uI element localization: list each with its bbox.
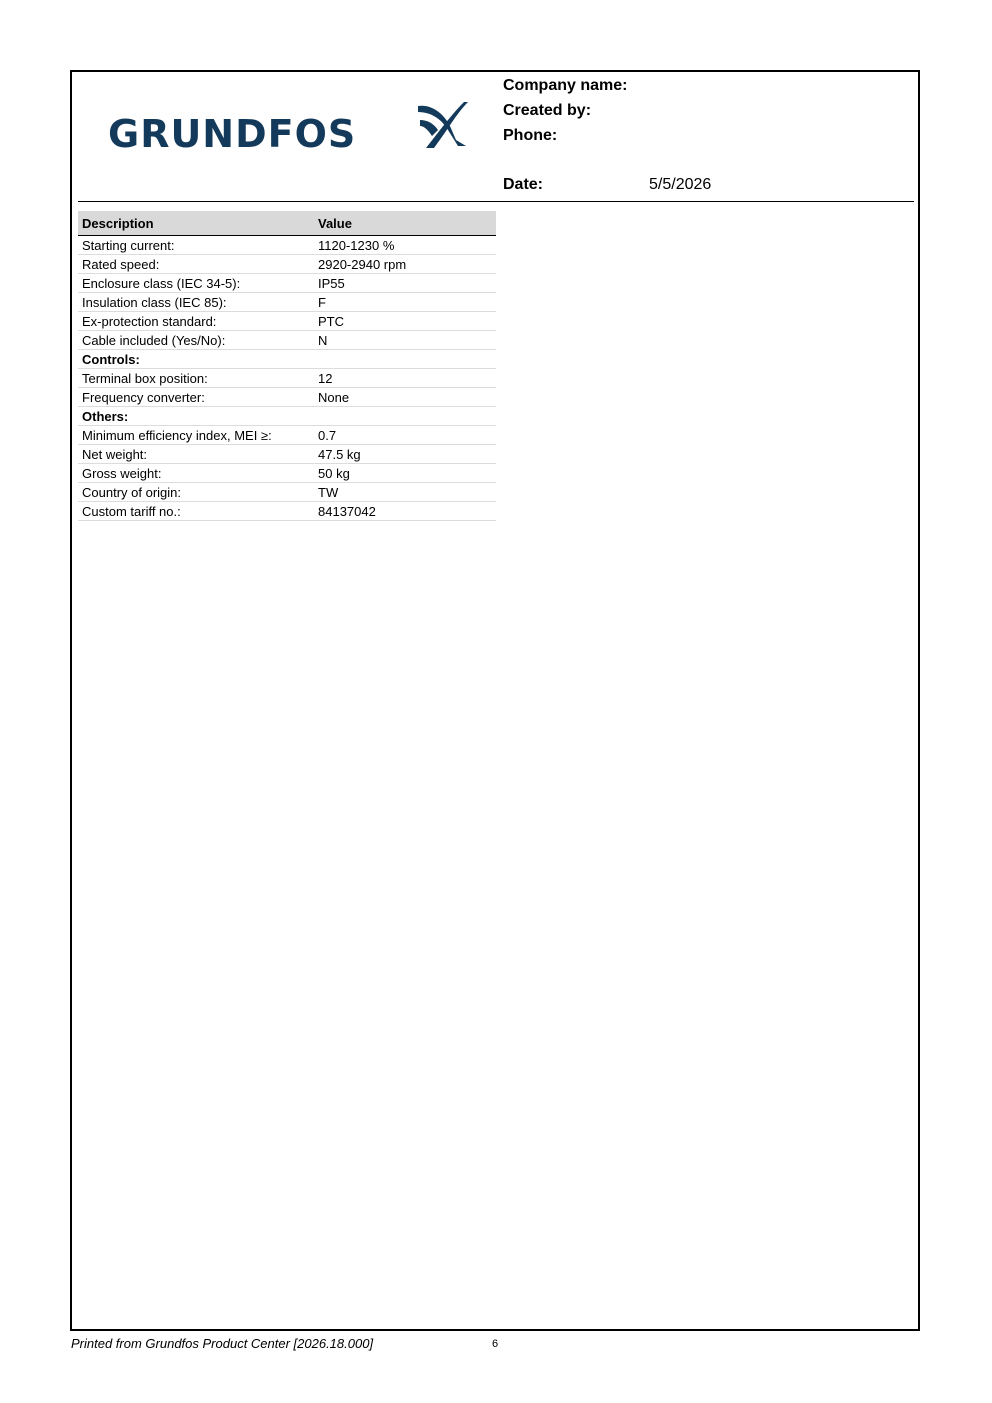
table-header (78, 211, 496, 236)
table-row (78, 312, 496, 331)
row-description: Starting current: (82, 237, 175, 253)
brand-wordmark: GRUNDFOS (108, 112, 357, 156)
row-value: 50 kg (318, 465, 350, 481)
date-value: 5/5/2026 (649, 176, 712, 193)
row-value: 0.7 (318, 427, 337, 443)
row-description: Insulation class (IEC 85): (82, 294, 227, 310)
column-header-value: Value (318, 216, 352, 231)
table-row (78, 388, 496, 407)
table-row (78, 464, 496, 483)
row-description: Country of origin: (82, 484, 181, 500)
table-row (78, 483, 496, 502)
table-row (78, 445, 496, 464)
row-value: 47.5 kg (318, 446, 361, 462)
row-value: TW (318, 484, 339, 500)
row-description: Controls: (82, 351, 140, 367)
row-description: Enclosure class (IEC 34-5): (82, 275, 241, 291)
row-description: Gross weight: (82, 465, 162, 481)
footer-printed-from: Printed from Grundfos Product Center [2026.18.000] (71, 1336, 374, 1351)
row-value: 12 (318, 370, 333, 386)
row-value: F (318, 294, 326, 310)
header-divider (78, 201, 914, 202)
column-header-description: Description (82, 216, 154, 231)
table-row (78, 426, 496, 445)
row-value: PTC (318, 313, 344, 329)
row-description: Rated speed: (82, 256, 160, 272)
phone-label: Phone: (503, 127, 558, 144)
row-value: N (318, 332, 328, 348)
page-number: 6 (492, 1338, 499, 1350)
date-label: Date: (503, 176, 544, 193)
table-row (78, 236, 496, 255)
company-name-label: Company name: (503, 77, 628, 94)
table-row (78, 331, 496, 350)
created-by-label: Created by: (503, 102, 592, 119)
row-value: IP55 (318, 275, 345, 291)
row-description: Others: (82, 408, 129, 424)
row-value: 2920-2940 rpm (318, 256, 407, 272)
table-row (78, 369, 496, 388)
table-body (78, 236, 496, 521)
row-description: Custom tariff no.: (82, 503, 181, 519)
header-labels (503, 76, 627, 151)
row-value: None (318, 389, 350, 405)
row-description: Minimum efficiency index, MEI ≥: (82, 427, 272, 443)
row-description: Ex-protection standard: (82, 313, 217, 329)
row-description: Net weight: (82, 446, 148, 462)
table-row (78, 293, 496, 312)
table-section-row (78, 350, 496, 369)
row-value: 84137042 (318, 503, 376, 519)
table-row (78, 255, 496, 274)
table-section-row (78, 407, 496, 426)
spec-table (78, 211, 496, 521)
grundfos-logo (108, 98, 470, 158)
table-row (78, 502, 496, 521)
row-description: Frequency converter: (82, 389, 205, 405)
row-value: 1120-1230 % (318, 237, 395, 253)
table-row (78, 274, 496, 293)
grundfos-x-icon (414, 100, 470, 152)
row-description: Cable included (Yes/No): (82, 332, 226, 348)
row-description: Terminal box position: (82, 370, 208, 386)
